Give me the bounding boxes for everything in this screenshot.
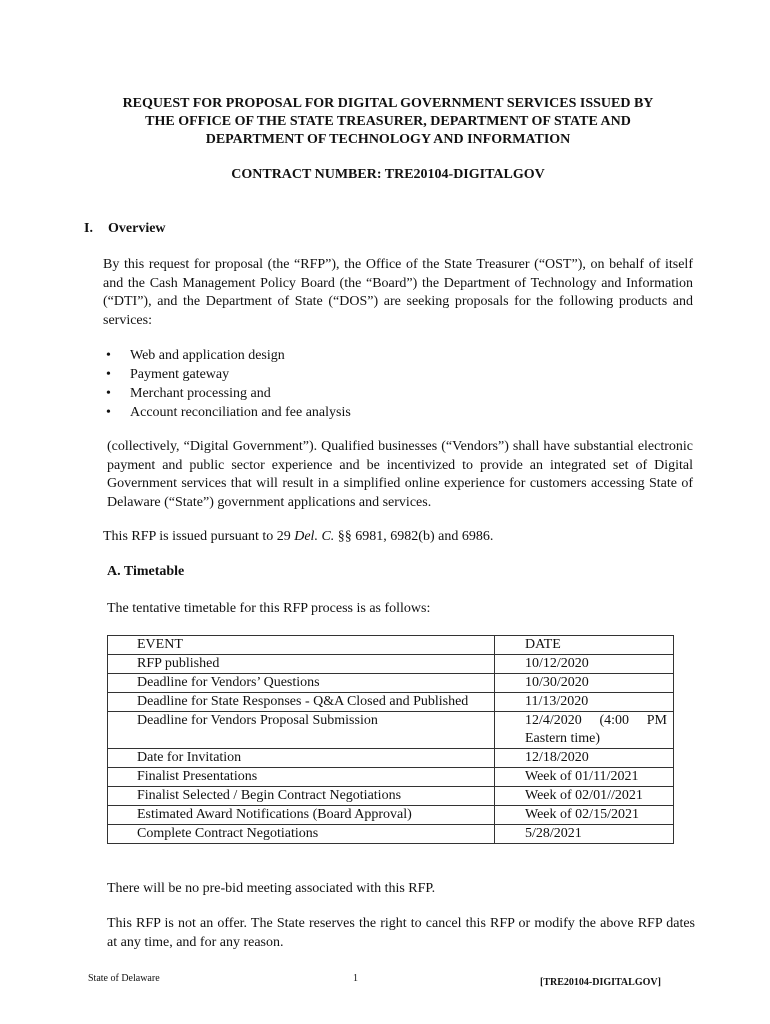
table-row [108,712,674,749]
list-item: • Merchant processing and [103,384,351,403]
table-row [108,693,674,712]
services-list [103,346,351,422]
subsection-heading: A. Timetable [107,564,185,579]
collective-paragraph: (collectively, “Digital Government”). Qualified businesses (“Vendors”) shall have substantial electronic payment and public sector experience and be incentivized to provide an integrated set of Digital Government services that will result in a simplified online experience for customers accessing State of Delaware (“State”) government applications and services. [107,439,693,510]
table-cell: 12/4/2020 (4:00 PM Eastern time) [495,712,674,749]
authority-prefix: This RFP is issued pursuant to 29 [103,529,295,544]
table-cell: Complete Contract Negotiations [108,825,495,844]
table-cell: 10/12/2020 [495,655,674,674]
list-item: • Web and application design [103,346,351,365]
table-cell: 11/13/2020 [495,693,674,712]
page-number: 1 [353,973,358,984]
table-cell: EVENT [108,636,495,655]
table-cell: 10/30/2020 [495,674,674,693]
table-row [108,749,674,768]
list-item: • Account reconciliation and fee analysis [103,403,351,422]
title-line: REQUEST FOR PROPOSAL FOR DIGITAL GOVERNMENT SERVICES ISSUED BY [122,96,654,111]
table-cell: Deadline for State Responses - Q&A Closed and Published [108,693,495,712]
list-item: • Payment gateway [103,365,351,384]
contract-number: CONTRACT NUMBER: TRE20104-DIGITALGOV [231,167,545,182]
overview-paragraph: By this request for proposal (the “RFP”), the Office of the State Treasurer (“OST”), on behalf of itself and the Cash Management Policy Board (the “Board”) the Department of Technology and Information (“DTI”), and the Department of State (“DOS”) are seeking proposals for the following products and services: [103,257,693,328]
timetable [107,635,674,844]
table-cell: Week of 01/11/2021 [495,768,674,787]
table-cell: Deadline for Vendors Proposal Submission [108,712,495,749]
document-title [60,95,716,149]
table-cell: Deadline for Vendors’ Questions [108,674,495,693]
title-line: THE OFFICE OF THE STATE TREASURER, DEPARTMENT OF STATE AND [145,114,631,129]
section-title: Overview [108,221,166,236]
table-cell: Week of 02/15/2021 [495,806,674,825]
table-row [108,768,674,787]
section-heading [84,221,166,237]
table-cell: RFP published [108,655,495,674]
authority-suffix: §§ 6981, 6982(b) and 6986. [334,529,494,544]
section-number: I. [84,221,93,236]
table-cell: 12/18/2020 [495,749,674,768]
table-cell: Finalist Presentations [108,768,495,787]
table-cell: DATE [495,636,674,655]
table-row [108,674,674,693]
table-cell: 5/28/2021 [495,825,674,844]
table-row [108,636,674,655]
table-cell: Finalist Selected / Begin Contract Negotiations [108,787,495,806]
table-cell: Date for Invitation [108,749,495,768]
table-row [108,806,674,825]
footer-right: [TRE20104-DIGITALGOV] [540,977,661,988]
table-cell: Week of 02/01//2021 [495,787,674,806]
table-row [108,825,674,844]
authority-paragraph [103,528,703,547]
pre-bid-note: There will be no pre-bid meeting associated with this RFP. [107,881,436,896]
table-cell: Estimated Award Notifications (Board Approval) [108,806,495,825]
authority-citation: Del. C. [294,529,335,544]
table-row [108,787,674,806]
timetable-intro: The tentative timetable for this RFP process is as follows: [107,601,431,616]
footer-left: State of Delaware [88,973,160,984]
title-line: DEPARTMENT OF TECHNOLOGY AND INFORMATION [205,132,571,147]
table-row [108,655,674,674]
not-an-offer-note: This RFP is not an offer. The State reserves the right to cancel this RFP or modify the above RFP dates at any time, and for any reason. [107,916,695,950]
